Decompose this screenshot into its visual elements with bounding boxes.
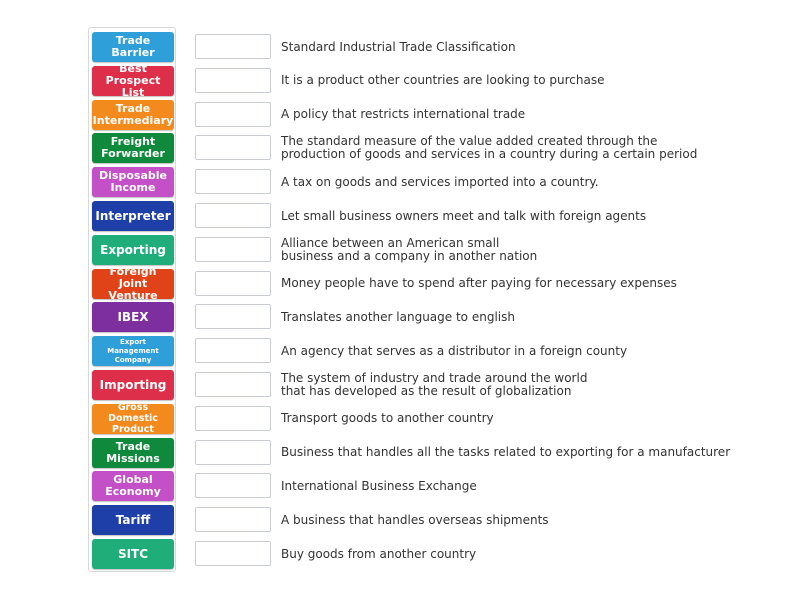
drop-slot[interactable] [195, 406, 271, 431]
definition-text: The standard measure of the value added created through the production of goods and services in a country during a certain period [281, 134, 698, 162]
answer-tile[interactable]: Foreign Joint Venture [92, 269, 174, 299]
drop-slot[interactable] [195, 372, 271, 397]
drop-slot[interactable] [195, 507, 271, 532]
drop-slot[interactable] [195, 203, 271, 228]
drop-slot[interactable] [195, 338, 271, 363]
definition-text: Money people have to spend after paying for necessary expenses [281, 276, 677, 291]
answer-tile[interactable]: Exporting [92, 235, 174, 265]
definition-text: Transport goods to another country [281, 411, 494, 426]
definition-text: Translates another language to english [281, 309, 515, 324]
drop-slot[interactable] [195, 34, 271, 59]
definition-text: An agency that serves as a distributor in a foreign county [281, 343, 628, 358]
drop-slot[interactable] [195, 102, 271, 127]
answer-tile[interactable]: Trade Barrier [92, 32, 174, 62]
definition-text: Standard Industrial Trade Classification [281, 39, 516, 54]
definition-text: Let small business owners meet and talk with foreign agents [281, 208, 647, 223]
definition-text: A tax on goods and services imported into a country. [281, 174, 599, 189]
drop-slot[interactable] [195, 473, 271, 498]
answer-tile[interactable]: Best Prospect List [92, 66, 174, 96]
definition-text: A policy that restricts international trade [281, 107, 526, 122]
definition-text: The system of industry and trade around the world that has developed as the result of globalization [281, 371, 588, 398]
drop-slot[interactable] [195, 541, 271, 566]
answer-tile[interactable]: Trade Missions [92, 438, 174, 468]
answer-tile[interactable]: Global Economy [92, 471, 174, 501]
answer-tile[interactable]: Gross Domestic Product [92, 404, 174, 434]
answer-tile[interactable]: Export Management Company [92, 336, 174, 366]
answer-tile[interactable]: Importing [92, 370, 174, 400]
drop-slot[interactable] [195, 271, 271, 296]
drop-slot[interactable] [195, 135, 271, 160]
drop-slot[interactable] [195, 440, 271, 465]
answer-tile[interactable]: SITC [92, 539, 174, 569]
answer-tile[interactable]: Disposable Income [92, 167, 174, 197]
definition-text: Business that handles all the tasks related to exporting for a manufacturer [281, 445, 731, 460]
answer-tile[interactable]: IBEX [92, 302, 174, 332]
drop-slot[interactable] [195, 304, 271, 329]
answer-tile[interactable]: Interpreter [92, 201, 174, 231]
answer-tile[interactable]: Trade Intermediary [92, 100, 174, 130]
definition-text: A business that handles overseas shipments [281, 512, 549, 527]
drop-slot[interactable] [195, 68, 271, 93]
definition-text: Buy goods from another country [281, 546, 477, 561]
drop-slot[interactable] [195, 169, 271, 194]
drop-slot[interactable] [195, 237, 271, 262]
definition-text: International Business Exchange [281, 478, 477, 493]
answer-tile[interactable]: Freight Forwarder [92, 133, 174, 163]
definition-text: It is a product other countries are looking to purchase [281, 73, 605, 88]
definition-text: Alliance between an American small business and a company in another nation [281, 235, 538, 263]
answer-tile[interactable]: Tariff [92, 505, 174, 535]
